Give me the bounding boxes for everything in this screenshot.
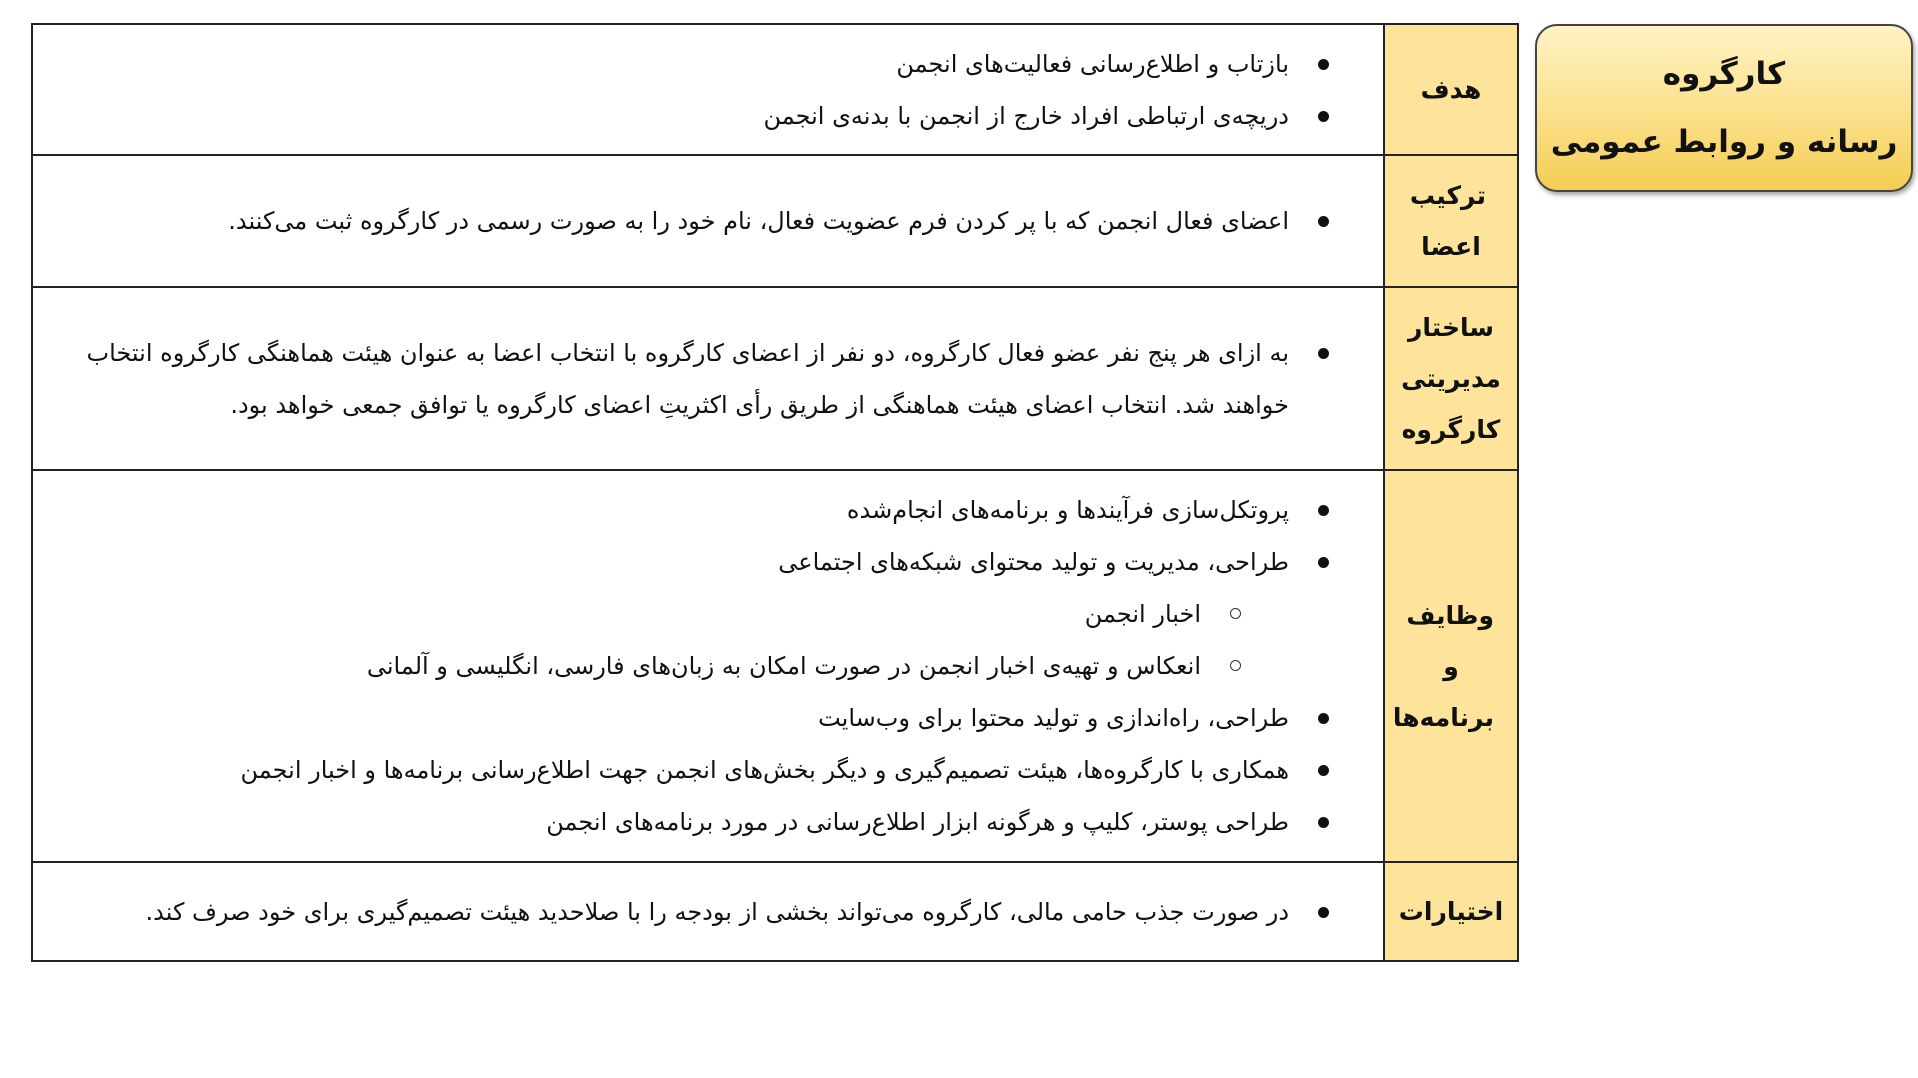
row-body-authority <box>32 862 1384 961</box>
row-heading-management: ساختار مدیریتی کارگروه <box>1384 287 1518 470</box>
list-item: پروتکل‌سازی فرآیندها و برنامه‌های انجام‌شده <box>53 484 1329 536</box>
sub-list-item: انعکاس و تهیه‌ی اخبار انجمن در صورت امکان به زبان‌های فارسی، انگلیسی و آلمانی <box>53 640 1241 692</box>
table-row-goal <box>32 24 1518 155</box>
table-row-authority <box>32 862 1518 961</box>
row-heading-goal: هدف <box>1384 24 1518 155</box>
sub-list-item: اخبار انجمن <box>53 588 1241 640</box>
list-item: در صورت جذب حامی مالی، کارگروه می‌تواند بخشی از بودجه را با صلاحدید هیئت تصمیم‌گیری برای خود صرف کند. <box>53 886 1329 938</box>
list-item: اعضای فعال انجمن که با پر کردن فرم عضویت فعال، نام خود را به صورت رسمی در کارگروه ثبت می‌کنند. <box>53 195 1329 247</box>
list-item: بازتاب و اطلاع‌رسانی فعالیت‌های انجمن <box>53 38 1329 90</box>
workgroup-table <box>31 23 1519 962</box>
list-item: طراحی، راه‌اندازی و تولید محتوا برای وب‌سایت <box>53 692 1329 744</box>
row-body-management <box>32 287 1384 470</box>
list-item: همکاری با کارگروه‌ها، هیئت تصمیم‌گیری و دیگر بخش‌های انجمن جهت اطلاع‌رسانی برنامه‌ها و اخبار انجمن <box>53 744 1329 796</box>
title-line-1: کارگروه <box>1662 56 1786 92</box>
row-body-members <box>32 155 1384 287</box>
table-row-duties <box>32 470 1518 862</box>
row-body-duties <box>32 470 1384 862</box>
list-item: طراحی پوستر، کلیپ و هرگونه ابزار اطلاع‌رسانی در مورد برنامه‌های انجمن <box>53 796 1329 848</box>
title-line-2: رسانه و روابط عمومی <box>1550 124 1898 160</box>
table-row-members <box>32 155 1518 287</box>
row-heading-authority: اختیارات <box>1384 862 1518 961</box>
workgroup-title-box <box>1535 24 1913 192</box>
list-item: طراحی، مدیریت و تولید محتوای شبکه‌های اجتماعی <box>53 536 1329 588</box>
table-row-management <box>32 287 1518 470</box>
list-item: به ازای هر پنج نفر عضو فعال کارگروه، دو نفر از اعضای کارگروه با انتخاب اعضا به عنوان هیئت هماهنگی کارگروه انتخاب خواهند شد. انتخاب اعضای هیئت هماهنگی از طریق رأی اکثریتِ اعضای کارگروه یا توافق جمعی خواهد بود. <box>53 327 1329 431</box>
list-item: دریچه‌ی ارتباطی افراد خارج از انجمن با بدنه‌ی انجمن <box>53 90 1329 142</box>
row-heading-members: ترکیب اعضا <box>1384 155 1518 287</box>
row-heading-duties: وظایف و برنامه‌ها <box>1384 470 1518 862</box>
row-body-goal <box>32 24 1384 155</box>
